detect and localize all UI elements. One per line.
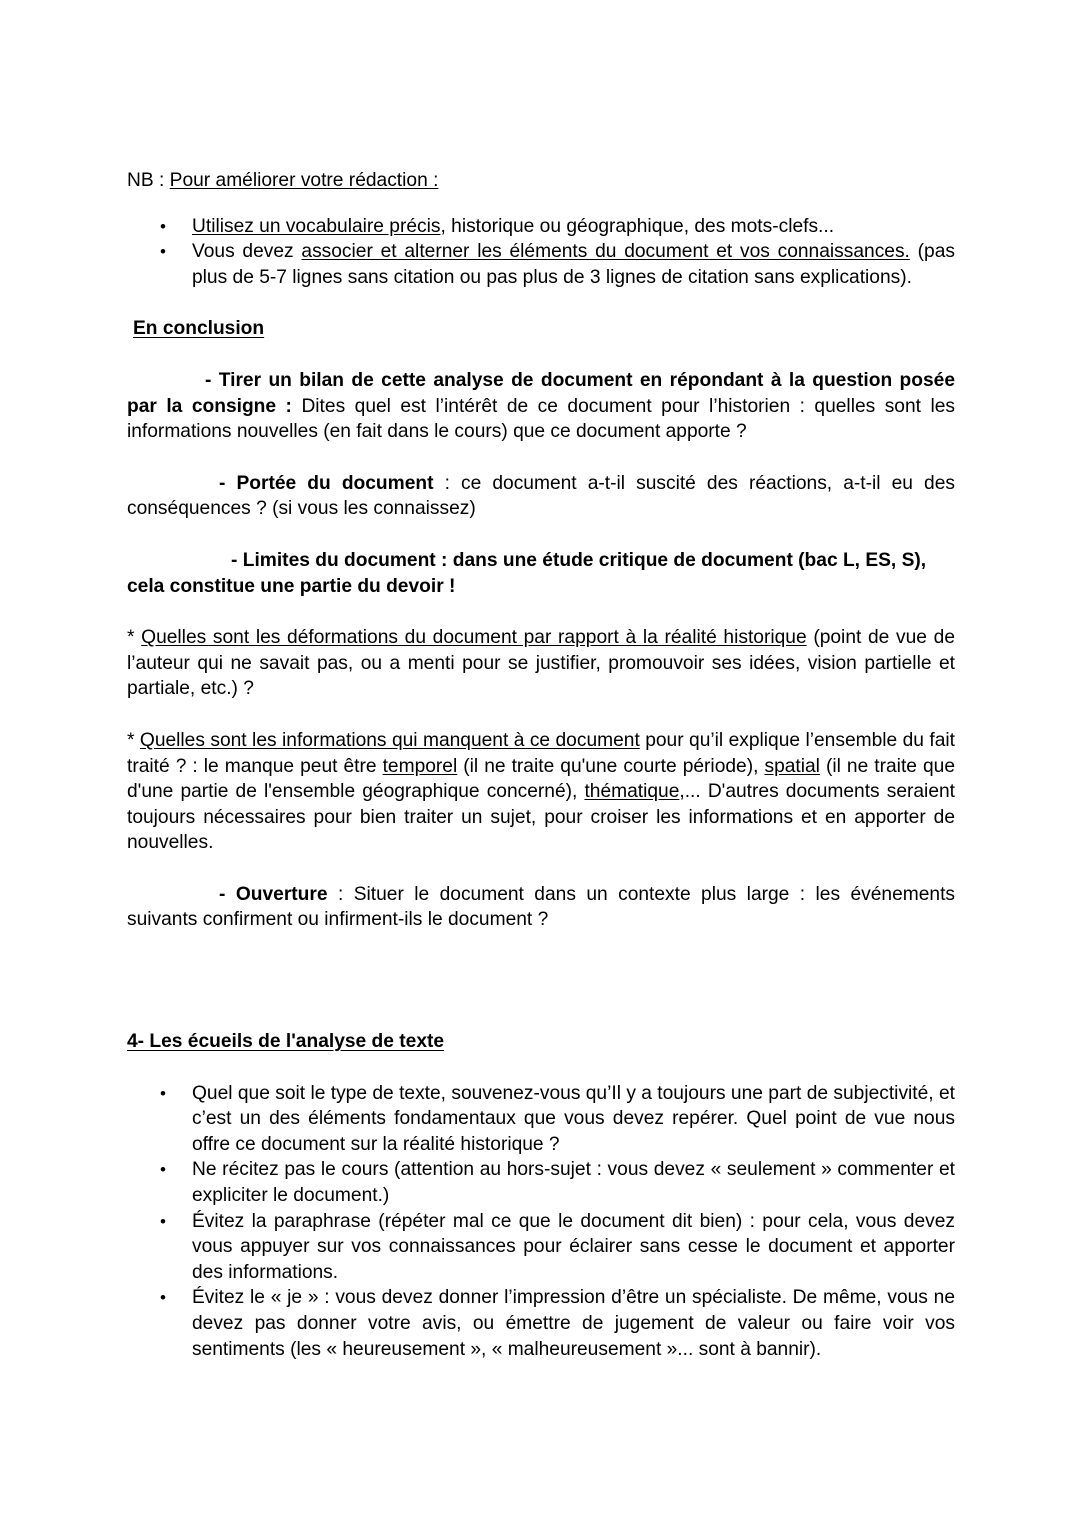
item-dash: - <box>231 549 243 571</box>
manque-mid-3: (il ne traite que d'une partie de l'ensemble géographique concerné), <box>127 755 955 803</box>
nb-prefix: NB : <box>127 170 170 191</box>
conclusion-item-bilan <box>127 368 955 445</box>
list-item <box>127 214 955 240</box>
list-item: • Évitez la paraphrase (répéter mal ce que le document dit bien) : pour cela, vous devez vous appuyer sur vos connaissances pour éclairer sans cesse le document et apporter des informations. <box>127 1209 955 1286</box>
bullet-rest-text: , historique ou géographique, des mots-clefs... <box>440 215 835 237</box>
spacer <box>127 342 955 368</box>
conclusion-item-limites <box>127 548 955 599</box>
list-item: • Quel que soit le type de texte, souvenez-vous qu’Il y a toujours une part de subjectivité, et c’est un des éléments fondamentaux que vous devez repérer. Quel point de vue nous offre ce document sur la réalité historique ? <box>127 1081 955 1158</box>
star-marker: * <box>127 627 142 649</box>
manque-underlined-1: Quelles sont les informations qui manquent à ce document <box>139 729 640 751</box>
spacer <box>127 702 955 728</box>
manque-tail: ,... D'autres documents seraient toujours nécessaires pour bien traiter un sujet, pour croiser les informations et en apporter de nouvelles. <box>127 781 955 854</box>
spacer <box>127 445 955 471</box>
spacer <box>127 1055 955 1081</box>
manque-underlined-spatial: spatial <box>764 755 820 777</box>
star-paragraph-manque <box>127 728 955 856</box>
star-underlined-text: Quelles sont les déformations du document par rapport à la réalité historique <box>141 627 807 649</box>
list-item: • Ne récitez pas le cours (attention au hors-sujet : vous devez « seulement » commenter et expliciter le document.) <box>127 1157 955 1208</box>
nb-underlined: Pour améliorer votre rédaction : <box>169 170 439 191</box>
page-title-conclusion: En conclusion <box>133 318 265 340</box>
item-dash: - <box>219 472 237 494</box>
spacer <box>127 933 955 1029</box>
star-marker: * <box>127 729 140 751</box>
list-item <box>127 239 955 290</box>
bullet-rest-text: (pas plus de 5-7 lignes sans citation ou pas plus de 3 lignes de citation sans explications). <box>192 241 955 288</box>
item-rest-text: : ce document a-t-il suscité des réactions, a-t-il eu des conséquences ? (si vous les connaissez) <box>127 472 955 520</box>
spacer <box>127 522 955 548</box>
star-rest-text: (point de vue de l’auteur qui ne savait pas, ou a menti pour se justifier, promouvoir ses idées, vision partielle et partiale, etc.) ? <box>127 627 955 700</box>
manque-underlined-thematique: thématique <box>584 781 680 803</box>
page-title-section-4: 4- Les écueils de l'analyse de texte <box>127 1031 445 1053</box>
section4-bullet-list <box>127 1081 955 1363</box>
spacer <box>127 599 955 625</box>
bullet-underlined-text: associer et alterner les éléments du document et vos connaissances. <box>301 241 910 263</box>
conclusion-item-ouverture <box>127 882 955 933</box>
manque-mid-2: (il ne traite qu'une courte période), <box>457 755 765 777</box>
item-bold-text: Tirer un bilan de cette analyse de document en répondant à la question posée par la consigne : <box>127 369 955 417</box>
item-rest-text: : Situer le document dans un contexte plus large : les événements suivants confirment ou infirment-ils le document ? <box>127 883 956 931</box>
document-body <box>127 168 955 1362</box>
bullet-lead-text: Vous devez <box>192 241 302 263</box>
item-bold-text: Portée du document <box>236 472 434 494</box>
item-rest-text: Dites quel est l’intérêt de ce document pour l’historien : quelles sont les informations nouvelles (en fait dans le cours) que ce document apporte ? <box>127 395 955 443</box>
list-item: • Évitez le « je » : vous devez donner l’impression d’être un spécialiste. De même, vous ne devez pas donner votre avis, ou émettre de jugement de valeur ou faire voir vos sentiments (les « heureusement », « malheureusement »... sont à bannir). <box>127 1285 955 1362</box>
manque-underlined-temporel: temporel <box>382 755 458 777</box>
spacer <box>127 194 955 214</box>
item-dash: - <box>205 369 219 391</box>
item-bold-text: Ouverture <box>235 883 328 905</box>
conclusion-item-portee <box>127 471 955 522</box>
star-paragraph-deformations <box>127 625 955 702</box>
item-dash: - <box>219 883 236 905</box>
spacer <box>127 856 955 882</box>
spacer <box>127 290 955 316</box>
manque-mid-1: pour qu’il explique l’ensemble du fait traité ? : le manque peut être <box>127 729 955 777</box>
bullet-underlined-text: Utilisez un vocabulaire précis <box>192 215 441 237</box>
nb-bullet-list <box>127 214 955 291</box>
item-bold-text: Limites du document : dans une étude critique de document (bac L, ES, S), cela constitue une partie du devoir ! <box>127 549 927 597</box>
nb-line <box>127 168 955 194</box>
